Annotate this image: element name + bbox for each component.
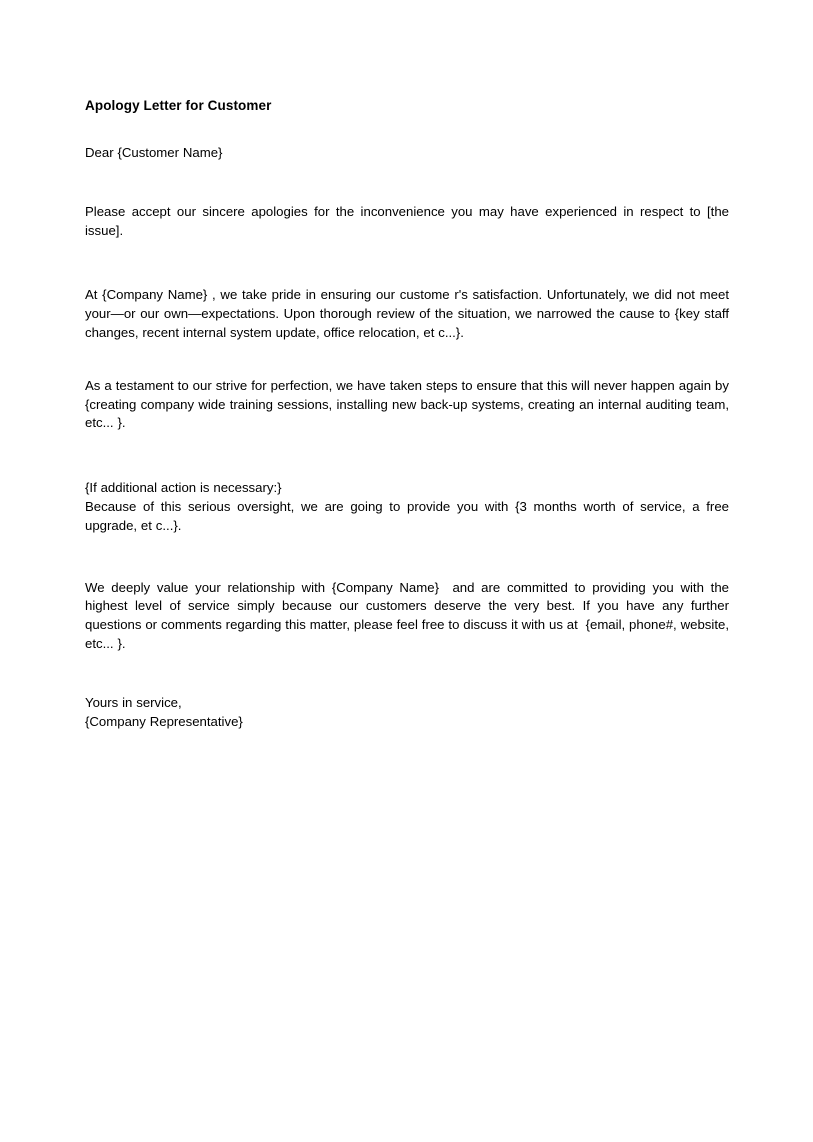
salutation-line: Dear {Customer Name} [85, 145, 223, 160]
page-title: Apology Letter for Customer [85, 98, 272, 113]
paragraph-compensation: Because of this serious oversight, we are going to provide you with {3 months worth of service, a free upgrade, et c...}. [85, 498, 733, 533]
closing-line: Yours in service, [85, 694, 182, 710]
spacer [85, 536, 729, 579]
spacer [85, 654, 729, 694]
conditional-note: {If additional action is necessary:} [85, 480, 282, 496]
letter-body [85, 98, 733, 731]
spacer [85, 114, 729, 144]
paragraph-corrective-steps: As a testament to our strive for perfection, we have taken steps to ensure that this will never happen again by {creating company wide training sessions, installing new back-up systems, creating an internal auditing team, etc... }. [85, 377, 733, 431]
paragraph-cause: At {Company Name} , we take pride in ensuring our custome r's satisfaction. Unfortunately, we did not meet your—or our own—expectations. Upon thorough review of the situation, we narrowed the cause to {key staff changes, recent internal system update, office relocation, et c...}. [85, 287, 733, 340]
spacer [85, 343, 729, 377]
spacer [85, 433, 729, 479]
spacer [85, 240, 729, 286]
spacer [85, 163, 729, 203]
signature-line: {Company Representative} [85, 713, 243, 729]
paragraph-apology: Please accept our sincere apologies for the inconvenience you may have experienced in respect to [the issue]. [85, 203, 733, 238]
paragraph-relationship: We deeply value your relationship with {Company Name} and are committed to providing you with the highest level of service simply because our customers deserve the very best. If you have any further questions or comments regarding this matter, please feel free to discuss it with us at {email, phone#, website, etc... }. [85, 579, 733, 651]
